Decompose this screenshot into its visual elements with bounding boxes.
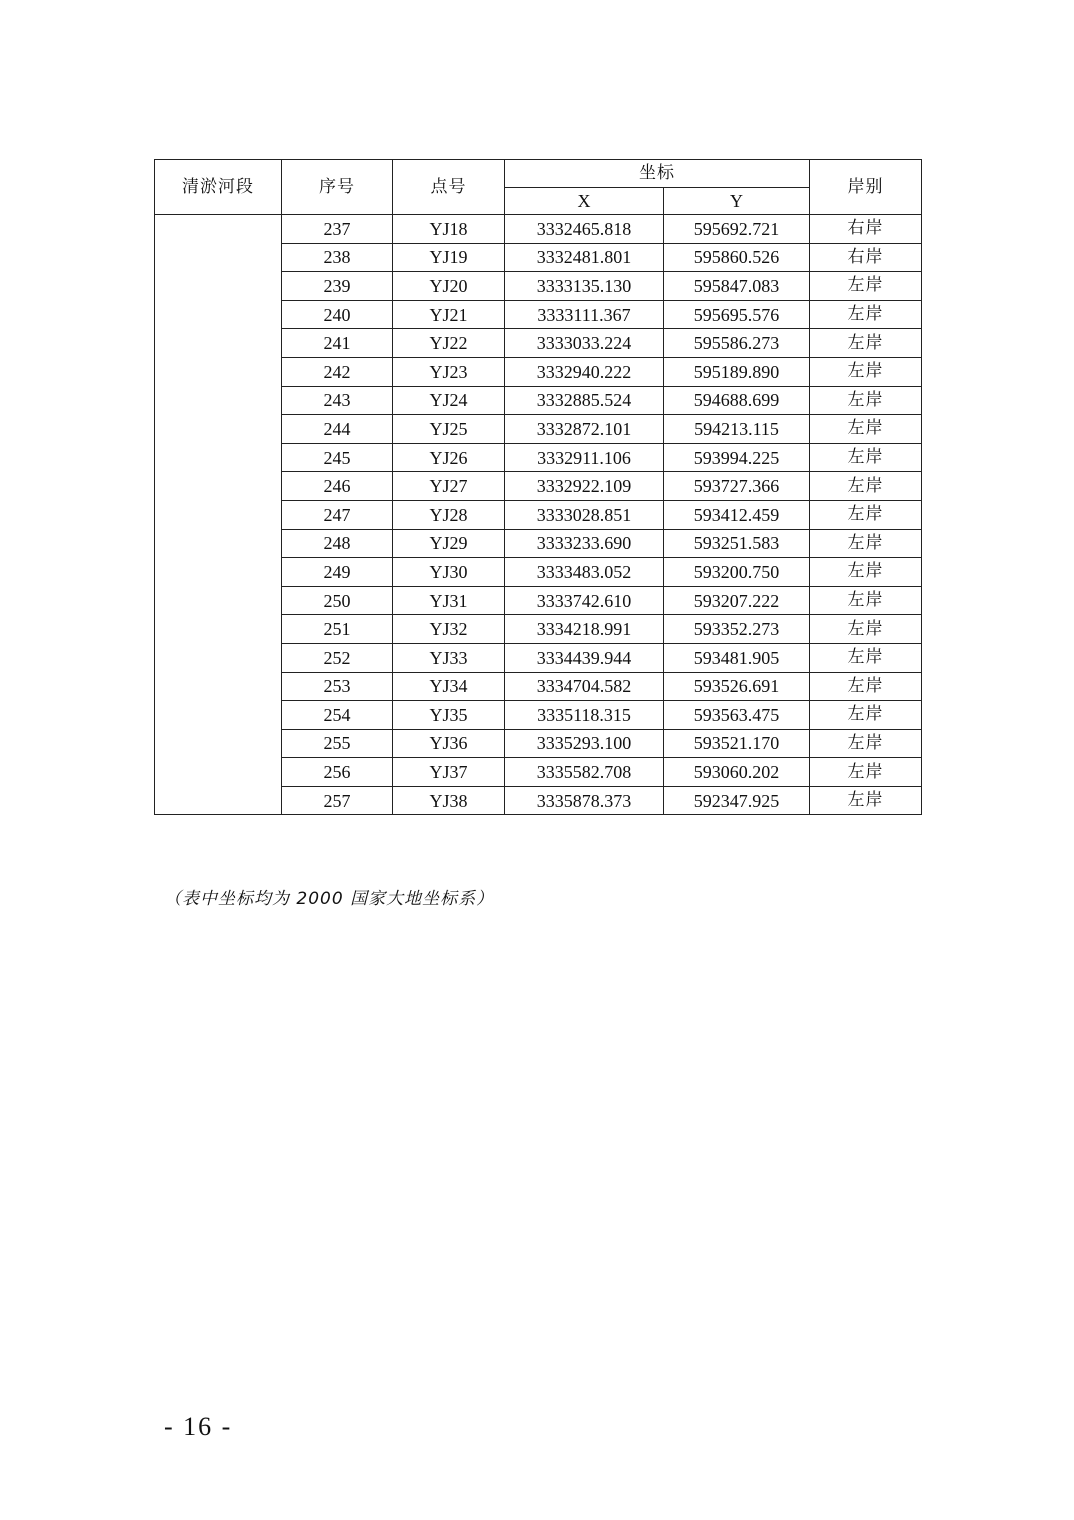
x-cell: 3334704.582 [505,672,664,701]
y-cell: 594688.699 [664,386,810,415]
bank-cell: 右岸 [810,243,922,272]
seq-cell: 253 [282,672,393,701]
x-cell: 3333483.052 [505,558,664,587]
y-cell: 593412.459 [664,500,810,529]
header-y: Y [664,188,810,215]
y-cell: 595189.890 [664,357,810,386]
x-cell: 3332465.818 [505,215,664,244]
bank-cell: 左岸 [810,701,922,730]
bank-cell: 左岸 [810,758,922,787]
y-cell: 593200.750 [664,558,810,587]
seq-cell: 247 [282,500,393,529]
y-cell: 593521.170 [664,729,810,758]
point-cell: YJ31 [393,586,505,615]
point-cell: YJ21 [393,300,505,329]
bank-cell: 左岸 [810,329,922,358]
y-cell: 593727.366 [664,472,810,501]
x-cell: 3332885.524 [505,386,664,415]
y-cell: 593994.225 [664,443,810,472]
point-cell: YJ38 [393,786,505,815]
table-body [155,215,922,815]
point-cell: YJ24 [393,386,505,415]
seq-cell: 237 [282,215,393,244]
y-cell: 593526.691 [664,672,810,701]
seq-cell: 256 [282,758,393,787]
header-bank: 岸别 [810,160,922,215]
point-cell: YJ32 [393,615,505,644]
y-cell: 595586.273 [664,329,810,358]
y-cell: 593207.222 [664,586,810,615]
bank-cell: 左岸 [810,729,922,758]
y-cell: 595692.721 [664,215,810,244]
seq-cell: 244 [282,415,393,444]
x-cell: 3333135.130 [505,272,664,301]
x-cell: 3335118.315 [505,701,664,730]
seq-cell: 245 [282,443,393,472]
point-cell: YJ23 [393,357,505,386]
point-cell: YJ26 [393,443,505,472]
seq-cell: 243 [282,386,393,415]
x-cell: 3333111.367 [505,300,664,329]
point-cell: YJ20 [393,272,505,301]
point-cell: YJ18 [393,215,505,244]
section-cell [155,215,282,815]
y-cell: 593481.905 [664,643,810,672]
x-cell: 3333033.224 [505,329,664,358]
bank-cell: 左岸 [810,500,922,529]
seq-cell: 239 [282,272,393,301]
x-cell: 3333742.610 [505,586,664,615]
point-cell: YJ22 [393,329,505,358]
point-cell: YJ19 [393,243,505,272]
seq-cell: 248 [282,529,393,558]
coordinate-system-note: （表中坐标均为 2000 国家大地坐标系） [164,889,495,909]
x-cell: 3334439.944 [505,643,664,672]
point-cell: YJ35 [393,701,505,730]
bank-cell: 左岸 [810,643,922,672]
y-cell: 593251.583 [664,529,810,558]
x-cell: 3332872.101 [505,415,664,444]
seq-cell: 257 [282,786,393,815]
coordinate-table [154,159,922,815]
table-header [155,160,922,215]
y-cell: 593060.202 [664,758,810,787]
header-section: 清淤河段 [155,160,282,215]
seq-cell: 254 [282,701,393,730]
seq-cell: 255 [282,729,393,758]
table-row [155,215,922,244]
bank-cell: 左岸 [810,615,922,644]
seq-cell: 238 [282,243,393,272]
bank-cell: 左岸 [810,300,922,329]
y-cell: 593352.273 [664,615,810,644]
bank-cell: 左岸 [810,558,922,587]
seq-cell: 250 [282,586,393,615]
x-cell: 3335582.708 [505,758,664,787]
y-cell: 592347.925 [664,786,810,815]
seq-cell: 241 [282,329,393,358]
point-cell: YJ33 [393,643,505,672]
bank-cell: 左岸 [810,386,922,415]
bank-cell: 左岸 [810,672,922,701]
seq-cell: 242 [282,357,393,386]
x-cell: 3332481.801 [505,243,664,272]
y-cell: 595860.526 [664,243,810,272]
x-cell: 3333233.690 [505,529,664,558]
bank-cell: 右岸 [810,215,922,244]
seq-cell: 240 [282,300,393,329]
bank-cell: 左岸 [810,529,922,558]
y-cell: 595695.576 [664,300,810,329]
seq-cell: 249 [282,558,393,587]
x-cell: 3334218.991 [505,615,664,644]
x-cell: 3332911.106 [505,443,664,472]
y-cell: 595847.083 [664,272,810,301]
x-cell: 3333028.851 [505,500,664,529]
seq-cell: 252 [282,643,393,672]
y-cell: 593563.475 [664,701,810,730]
x-cell: 3335878.373 [505,786,664,815]
bank-cell: 左岸 [810,415,922,444]
point-cell: YJ25 [393,415,505,444]
header-x: X [505,188,664,215]
point-cell: YJ37 [393,758,505,787]
seq-cell: 251 [282,615,393,644]
seq-cell: 246 [282,472,393,501]
bank-cell: 左岸 [810,357,922,386]
header-coord: 坐标 [505,160,810,188]
y-cell: 594213.115 [664,415,810,444]
point-cell: YJ28 [393,500,505,529]
point-cell: YJ34 [393,672,505,701]
point-cell: YJ36 [393,729,505,758]
point-cell: YJ29 [393,529,505,558]
point-cell: YJ30 [393,558,505,587]
header-point: 点号 [393,160,505,215]
bank-cell: 左岸 [810,472,922,501]
bank-cell: 左岸 [810,443,922,472]
bank-cell: 左岸 [810,786,922,815]
x-cell: 3335293.100 [505,729,664,758]
x-cell: 3332922.109 [505,472,664,501]
page-number: - 16 - [164,1412,233,1441]
x-cell: 3332940.222 [505,357,664,386]
bank-cell: 左岸 [810,272,922,301]
bank-cell: 左岸 [810,586,922,615]
point-cell: YJ27 [393,472,505,501]
header-seq: 序号 [282,160,393,215]
